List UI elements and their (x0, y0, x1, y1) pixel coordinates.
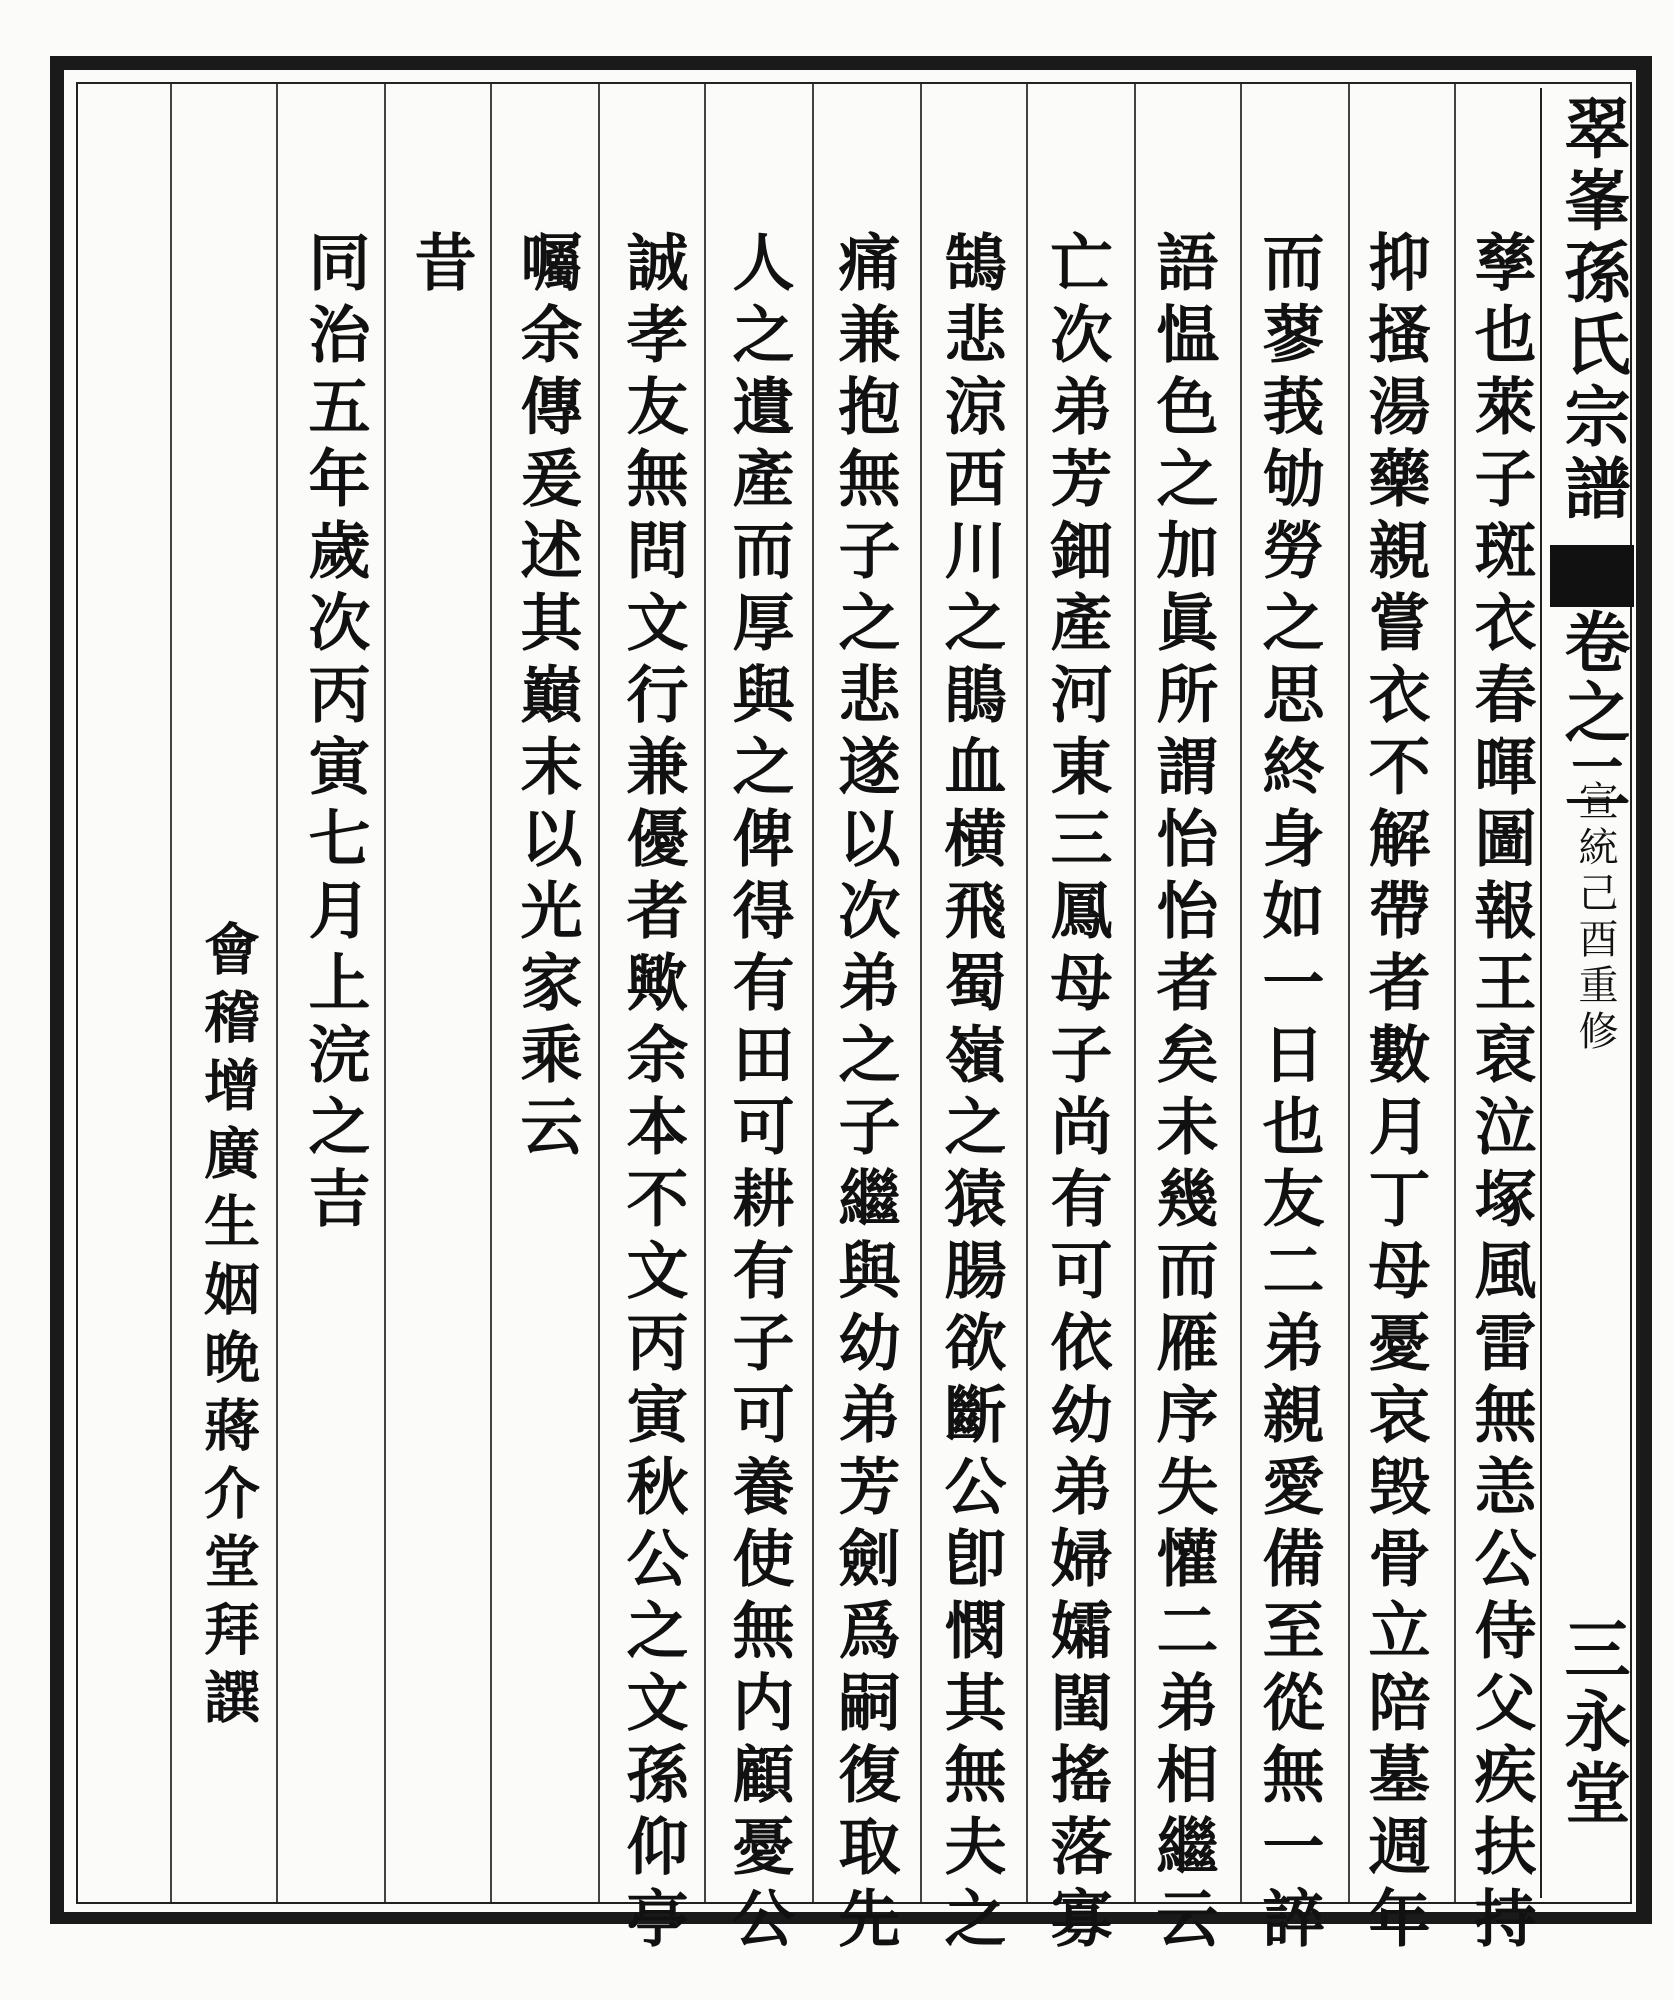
column-rule (170, 84, 172, 1902)
date-column: 同治五年歲次丙寅七月上浣之吉 (298, 230, 371, 1238)
text-column: 人之遺產而厚與之俾得有田可耕有子可養使無内顧憂公 (722, 230, 795, 1958)
text-column: 鵠悲涼西川之鵑血横飛蜀嶺之猿腸欲斷公卽憫其無夫之 (934, 230, 1007, 1958)
text-column: 昔 (404, 230, 477, 302)
column-rule (598, 84, 600, 1902)
text-column: 痛兼抱無子之悲遂以次弟之子繼與幼弟芳劍爲嗣復取先 (828, 230, 901, 1958)
column-rule (384, 84, 386, 1902)
text-column: 亡次弟芳鈿產河東三鳳母子尚有可依幼弟婦孀閨搖落寡 (1040, 230, 1113, 1958)
book-title: 翠峯孫氏宗譜 (1553, 94, 1631, 526)
author-signature: 會稽增廣生姻晚蔣介堂拜譔 (195, 920, 261, 1736)
text-column: 誠孝友無問文行兼優者歟余本不文丙寅秋公之文孫仰亭 (616, 230, 689, 1958)
fish-tail-mark (1550, 545, 1634, 607)
text-column: 而蓼莪劬勞之思終身如一日也友二弟親愛備至從無一誶 (1252, 230, 1325, 1958)
text-column: 囑余傳爰述其巔末以光家乘云 (510, 230, 583, 1166)
text-column: 抑搔湯藥親嘗衣不解帶者數月丁母憂哀毁骨立陪墓週年 (1358, 230, 1431, 1958)
volume-label: 卷之二 (1553, 608, 1631, 818)
hall-name: 三永堂 (1553, 1615, 1631, 1831)
frame-border-top (52, 56, 1652, 70)
frame-border-right (1636, 56, 1652, 1924)
text-column: 孳也萊子斑衣春暉圖報王裒泣塚風雷無恙公侍父疾扶持 (1464, 230, 1537, 1958)
edition-note: 宣統己酉重修 (1572, 780, 1618, 1056)
column-rule (490, 84, 492, 1902)
column-rule (704, 84, 706, 1902)
frame-border-left (50, 56, 64, 1924)
text-column: 語愠色之加眞所謂怡怡者矣未幾而雁序失懽二弟相繼云 (1146, 230, 1219, 1958)
